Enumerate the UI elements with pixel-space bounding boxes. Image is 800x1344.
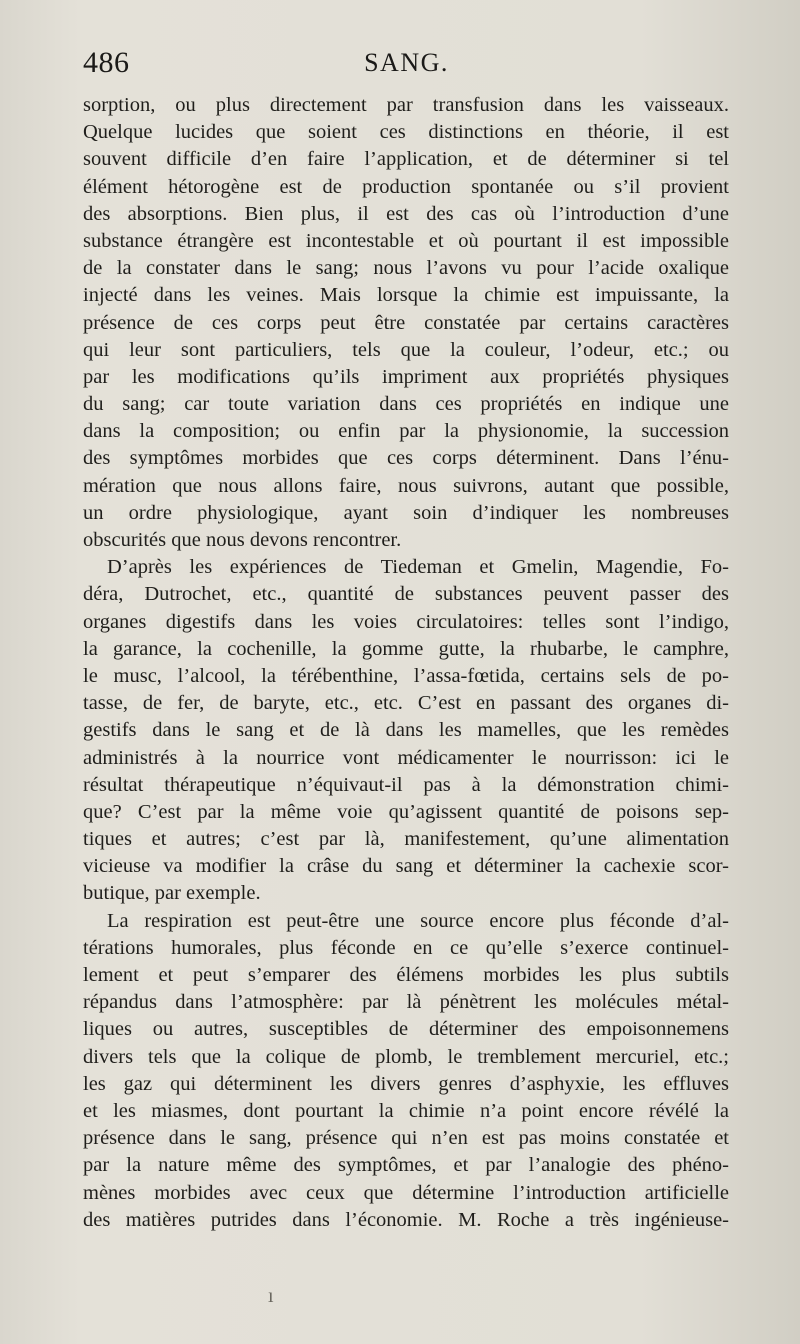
text-line: tasse, de fer, de baryte, etc., etc. C’est en passant des organes di-	[83, 692, 729, 715]
text-line: mération que nous allons faire, nous suivrons, autant que possible,	[83, 474, 729, 497]
text-line: gestifs dans le sang et de là dans les mamelles, que les remèdes	[83, 719, 729, 742]
text-line: répandus dans l’atmosphère: par là pénètrent les molécules métal-	[83, 991, 729, 1014]
text-line: Quelque lucides que soient ces distinctions en théorie, il est	[83, 121, 729, 144]
text-line: les gaz qui déterminent les divers genres d’asphyxie, les effluves	[83, 1072, 729, 1095]
page-header	[83, 46, 730, 86]
running-title: SANG.	[364, 48, 449, 77]
text-line: D’après les expériences de Tiedeman et Gmelin, Magendie, Fo-	[107, 556, 729, 579]
text-line: présence de ces corps peut être constatée par certains caractères	[83, 311, 729, 334]
text-line: térations humorales, plus féconde en ce qu’elle s’exerce continuel-	[83, 936, 729, 959]
text-line: un ordre physiologique, ayant soin d’indiquer les nombreuses	[83, 501, 729, 524]
text-line: liques ou autres, susceptibles de déterminer des empoisonnemens	[83, 1018, 729, 1041]
text-line: élément hétorogène est de production spontanée ou s’il provient	[83, 175, 729, 198]
text-line: organes digestifs dans les voies circulatoires: telles sont l’indigo,	[83, 610, 729, 633]
text-line: du sang; car toute variation dans ces propriétés en indique une	[83, 393, 729, 416]
text-line: mènes morbides avec ceux que détermine l’introduction artificielle	[83, 1181, 729, 1204]
text-line: substance étrangère est incontestable et où pourtant il est impossible	[83, 229, 729, 252]
text-line: tiques et autres; c’est par là, manifestement, qu’une alimentation	[83, 828, 729, 851]
text-line: divers tels que la colique de plomb, le tremblement mercuriel, etc.;	[83, 1045, 729, 1068]
text-line: par la nature même des symptômes, et par l’analogie des phéno-	[83, 1154, 729, 1177]
page-number: 486	[83, 46, 130, 79]
text-line: la garance, la cochenille, la gomme gutte, la rhubarbe, le camphre,	[83, 637, 729, 660]
text-line: résultat thérapeutique n’équivaut-il pas à la démonstration chimi-	[83, 773, 729, 796]
text-line: de la constater dans le sang; nous l’avons vu pour l’acide oxalique	[83, 257, 729, 280]
text-line: des absorptions. Bien plus, il est des cas où l’introduction d’une	[83, 202, 729, 225]
text-line: que? C’est par la même voie qu’agissent quantité de poisons sep-	[83, 800, 729, 823]
text-line: sorption, ou plus directement par transfusion dans les vaisseaux.	[83, 94, 729, 116]
text-line: déra, Dutrochet, etc., quantité de substances peuvent passer des	[83, 583, 729, 606]
text-line: obscurités que nous devons rencontrer.	[83, 529, 402, 551]
text-line: le musc, l’alcool, la térébenthine, l’assa-fœtida, certains sels de po-	[83, 664, 729, 687]
text-line: qui leur sont particuliers, tels que la couleur, l’odeur, etc.; ou	[83, 338, 729, 361]
text-line: administrés à la nourrice vont médicamenter le nourrisson: ici le	[83, 746, 729, 769]
text-line: injecté dans les veines. Mais lorsque la chimie est impuissante, la	[83, 284, 729, 307]
text-line: dans la composition; ou enfin par la physionomie, la succession	[83, 420, 729, 443]
text-line: La respiration est peut-être une source encore plus féconde d’al-	[107, 909, 729, 932]
text-line: par les modifications qu’ils impriment aux propriétés physiques	[83, 365, 729, 388]
body-text	[83, 92, 729, 1234]
text-line: et les miasmes, dont pourtant la chimie n’a point encore révélé la	[83, 1099, 729, 1122]
text-line: lement et peut s’emparer des élémens morbides les plus subtils	[83, 964, 729, 986]
ink-smudge: ı	[268, 1285, 274, 1307]
text-line: souvent difficile d’en faire l’application, et de déterminer si tel	[83, 148, 729, 171]
text-line: présence dans le sang, présence qui n’en est pas moins constatée et	[83, 1127, 729, 1150]
text-line: butique, par exemple.	[83, 882, 261, 905]
text-line: vicieuse va modifier la crâse du sang et déterminer la cachexie scor-	[83, 855, 729, 878]
text-line: des matières putrides dans l’économie. M. Roche a très ingénieuse-	[83, 1208, 729, 1231]
text-line: des symptômes morbides que ces corps déterminent. Dans l’énu-	[83, 447, 729, 470]
